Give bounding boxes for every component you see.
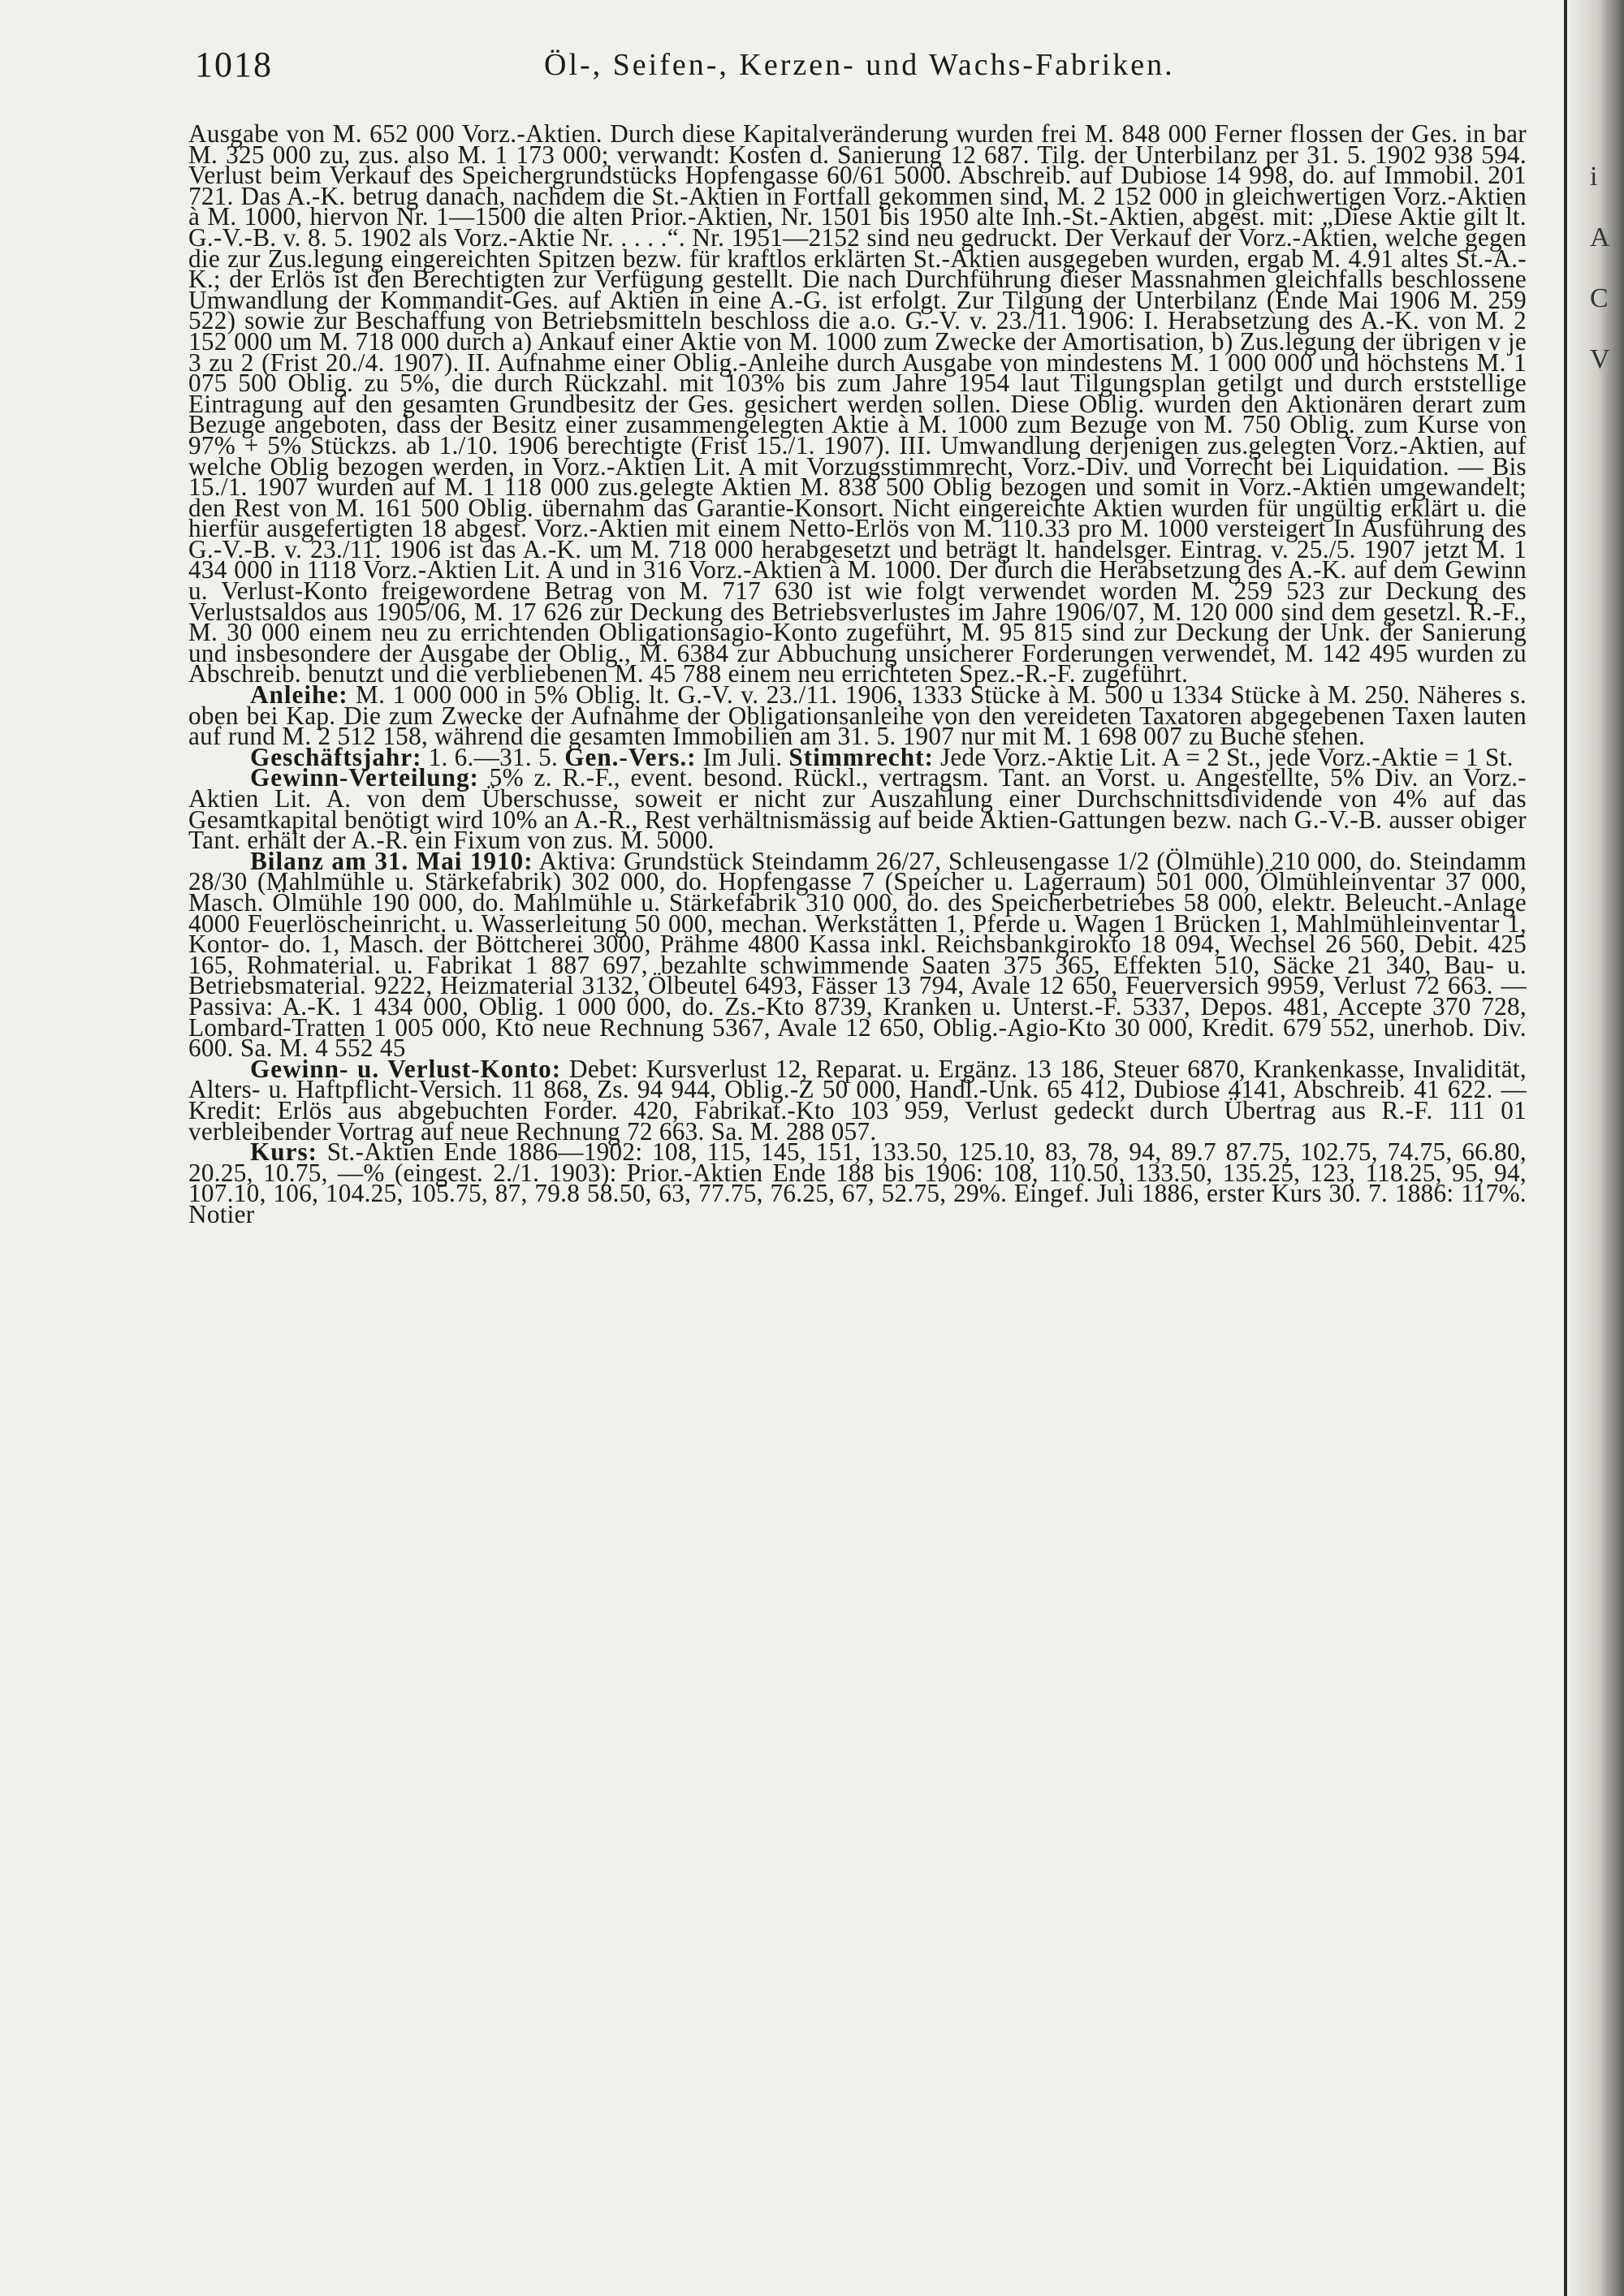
section-label: Bilanz am 31. Mai 1910: [250,846,533,875]
paragraph-text: 5% z. R.-F., event. besond. Rückl., vertragsm. Tant. an Vorst. u. Angestellte, 5% Div. an Vorz.-Aktien Lit. A. von dem Überschusse, soweit er nicht zur Auszahlung einer Durchschnittsdividende von 4% auf das Gesamtkapital benötigt wird 10% an A.-R., Rest verhältnismässig auf beide Aktien-Gattungen bezw. nach G.-V.-B. ausser obiger Tant. erhält der A.-R. ein Fixum von zus. M. 5000. [188,763,1527,855]
paragraph-text: Ausgabe von M. 652 000 Vorz.-Aktien. Durch diese Kapitalveränderung wurden frei M. 848 000 Ferner flossen der Ges. in bar M. 325 000 zu, zus. also M. 1 173 000; verwandt: Kosten d. Sanierung 12 687. Tilg. der Unterbilanz per 31. 5. 1902 938 594. Verlust beim Verkauf des Speichergrundstücks Hopfengasse 60/61 5000. Abschreib. auf Dubiose 14 998, do. auf Immobil. 201 721. Das A.-K. betrug danach, nachdem die St.-Aktien in Fortfall gekommen sind, M. 2 152 000 in gleichwertigen Vorz.-Aktien à M. 1000, hiervon Nr. 1—1500 die alten Prior.-Aktien, Nr. 1501 bis 1950 alte Inh.-St.-Aktien, abgest. mit: „Diese Aktie gilt lt. G.-V.-B. v. 8. 5. 1902 als Vorz.-Aktie Nr. . . . .“. Nr. 1951—2152 sind neu gedruckt. Der Verkauf der Vorz.-Aktien, welche gegen die zur Zus.legung eingereichten Spitzen bezw. für kraftlos erklärten St.-Aktien ausgegeben wurden, ergab M. 4.91 altes St.-A.-K.; der Erlös ist den Berechtigten zur Verfügung gestellt. Die nach Durchführung dieser Massnahmen gleichfalls beschlossene Umwandlung der Kommandit-Ges. auf Aktien in eine A.-G. ist erfolgt. Zur Tilgung der Unterbilanz (Ende Mai 1906 M. 259 522) sowie zur Beschaffung von Betriebsmitteln beschloss die a.o. G.-V. v. 23./11. 1906: I. Herabsetzung des A.-K. von M. 2 152 000 um M. 718 000 durch a) Ankauf einer Aktie von M. 1000 zum Zwecke der Amortisation, b) Zus.legung der übrigen v je 3 zu 2 (Frist 20./4. 1907). II. Aufnahme einer Oblig.-Anleihe durch Ausgabe von mindestens M. 1 000 000 und höchstens M. 1 075 500 Oblig. zu 5%, die durch Rückzahl. mit 103% bis zum Jahre 1954 laut Tilgungsplan getilgt und durch erststellige Eintragung auf den gesamten Grundbesitz der Ges. gesichert werden sollen. Diese Oblig. wurden den Aktionären derart zum Bezuge angeboten, dass der Besitz einer zusammengelegten Aktie à M. 1000 zum Bezuge von M. 750 Oblig. zum Kurse von 97% + 5% Stückzs. ab 1./10. 1906 berechtigte (Frist 15./1. 1907). III. Umwandlung derjenigen zus.gelegten Vorz.-Aktien, auf welche Oblig bezogen werden, in Vorz.-Aktien Lit. A mit Vorzugsstimmrecht, Vorz.-Div. und Vorrecht bei Liquidation. — Bis 15./1. 1907 wurden auf M. 1 118 000 zus.gelegte Aktien M. 838 500 Oblig bezogen und somit in Vorz.-Aktien umgewandelt; den Rest von M. 161 500 Oblig. übernahm das Garantie-Konsort. Nicht eingereichte Aktien wurden für ungültig erklärt u. die hierfür ausgefertigten 18 abgest. Vorz.-Aktien mit einem Netto-Erlös von M. 110.33 pro M. 1000 versteigert In Ausführung des G.-V.-B. v. 23./11. 1906 ist das A.-K. um M. 718 000 herabgesetzt und beträgt lt. handelsger. Eintrag. v. 25./5. 1907 jetzt M. 1 434 000 in 1118 Vorz.-Aktien Lit. A und in 316 Vorz.-Aktien à M. 1000. Der durch die Herabsetzung des A.-K. auf dem Gewinn u. Verlust-Konto freigewordene Betrag von M. 717 630 ist wie folgt verwendet worden M. 259 523 zur Deckung des Verlustsaldos aus 1905/06, M. 17 626 zur Deckung des Betriebsverlustes im Jahre 1906/07, M. 120 000 sind dem gesetzl. R.-F., M. 30 000 einem neu zu errichtenden Obligationsagio-Konto zugeführt, M. 95 815 sind zur Deckung der Unk. der Sanierung und insbesondere der Ausgabe der Oblig., M. 6384 zur Abbuchung unsicherer Forderungen verwendet, M. 142 495 wurden zu Abschreib. benutzt und die verbliebenen M. 45 788 einem neu errichteten Spez.-R.-F. zugeführt. [188,119,1527,688]
paragraph-text: Debet: Kursverlust 12, Reparat. u. Ergänz. 13 186, Steuer 6870, Krankenkasse, Invalidität, Alters- u. Haftpflicht-Versich. 11 868, Zs. 94 944, Oblig.-Z 50 000, Handl.-Unk. 65 412, Dubiose 4141, Abschreib. 41 622. — Kredit: Erlös aus abgebuchten Forder. 420, Fabrikat.-Kto 103 959, Verlust gedeckt durch Übertrag aus R.-F. 111 01 verbleibender Vortrag auf neue Rechnung 72 663. Sa. M. 288 057. [188,1054,1527,1146]
page-number: 1018 [195,45,273,84]
section-label: Gewinn- u. Verlust-Konto: [250,1054,562,1083]
paragraph-gewinn-verteilung [188,763,1527,855]
body-text [188,119,1527,1228]
paragraph-text: Aktiva: Grundstück Steindamm 26/27, Schleusengasse 1/2 (Ölmühle) 210 000, do. Steindamm 28/30 (Mahlmühle u. Stärkefabrik) 302 000, do. Hopfengasse 7 (Speicher u. Lagerraum) 501 000, Ölmühleinventar 37 000, Masch. Ölmühle 190 000, do. Mahlmühle u. Stärkefabrik 310 000, do. des Speicherbetriebes 58 000, elektr. Beleucht.-Anlage 4000 Feuerlöscheinricht. u. Wasserleitung 50 000, mechan. Werkstätten 1, Pferde u. Wagen 1 Brücken 1, Mahlmühleinventar 1, Kontor- do. 1, Masch. der Böttcherei 3000, Prähme 4800 Kassa inkl. Reichsbankgirokto 18 094, Wechsel 26 560, Debit. 425 165, Rohmaterial. u. Fabrikat 1 887 697, bezahlte schwimmende Saaten 375 365, Effekten 510, Säcke 21 340, Bau- u. Betriebsmaterial. 9222, Heizmaterial 3132, Ölbeutel 6493, Fässer 13 794, Avale 12 650, Feuerversich 9959, Verlust 72 663. — Passiva: A.-K. 1 434 000, Oblig. 1 000 000, do. Zs.-Kto 8739, Kranken u. Unterst.-F. 5337, Depos. 481, Accepte 370 728, Lombard-Tratten 1 005 000, Kto neue Rechnung 5367, Avale 12 650, Oblig.-Agio-Kto 30 000, Kredit. 679 552, unerhob. Div. 600. Sa. M. 4 552 45 [188,846,1527,1063]
paragraph-bilanz [188,846,1527,1063]
adjacent-page-fragment [1590,146,1614,390]
page-header [195,44,1494,93]
paragraph-text: Im Juli. [696,742,789,771]
paragraph-text: M. 1 000 000 in 5% Oblig. lt. G.-V. v. 23./11. 1906, 1333 Stücke à M. 500 u 1334 Stücke à M. 250. Näheres s. oben bei Kap. Die zum Zwecke der Aufnahme der Obligationsanleihe von den vereideten Taxatoren abgegebenen Taxen lauten auf rund M. 2 512 158, während die gesamten Immobilien am 31. 5. 1907 nur mit M. 1 698 007 zu Buche stehen. [188,680,1527,751]
paragraph-text: Jede Vorz.-Aktie Lit. A = 2 St., jede Vorz.-Aktie = 1 St. [933,742,1514,771]
paragraph-capital-history [188,119,1527,688]
paragraph-text: 1. 6.—31. 5. [421,742,565,771]
paragraph-kurs [188,1137,1527,1228]
section-label: Kurs: [250,1137,317,1167]
section-label: Anleihe: [250,680,348,710]
section-label: Geschäftsjahr: [250,742,422,771]
edge-char: V [1590,344,1610,374]
section-label: Gen.-Vers.: [564,742,697,771]
paragraph-gewinn-verlust-konto [188,1054,1527,1146]
section-label: Stimmrecht: [788,742,934,771]
paragraph-text: St.-Aktien Ende 1886—1902: 108, 115, 145, 151, 133.50, 125.10, 83, 78, 94, 89.7 87.75, 102.75, 74.75, 66.80, 20.25, 10.75, —% (eingest. 2./1. 1903): Prior.-Aktien Ende 188 bis 1906: 108, 110.50, 133.50, 135.25, 123, 118.25, 95, 94, 107.10, 106, 104.25, 105.75, 87, 79.8 58.50, 63, 77.75, 76.25, 67, 52.75, 29%. Eingef. Juli 1886, erster Kurs 30. 7. 1886: 117%. Notier [188,1137,1527,1228]
running-title: Öl-, Seifen-, Kerzen- und Wachs-Fabriken. [544,48,1175,82]
edge-char: A [1590,222,1610,252]
edge-char: C [1590,283,1609,313]
section-label: Gewinn-Verteilung: [250,763,479,792]
edge-char: i [1590,162,1598,192]
paragraph-anleihe [188,680,1527,751]
